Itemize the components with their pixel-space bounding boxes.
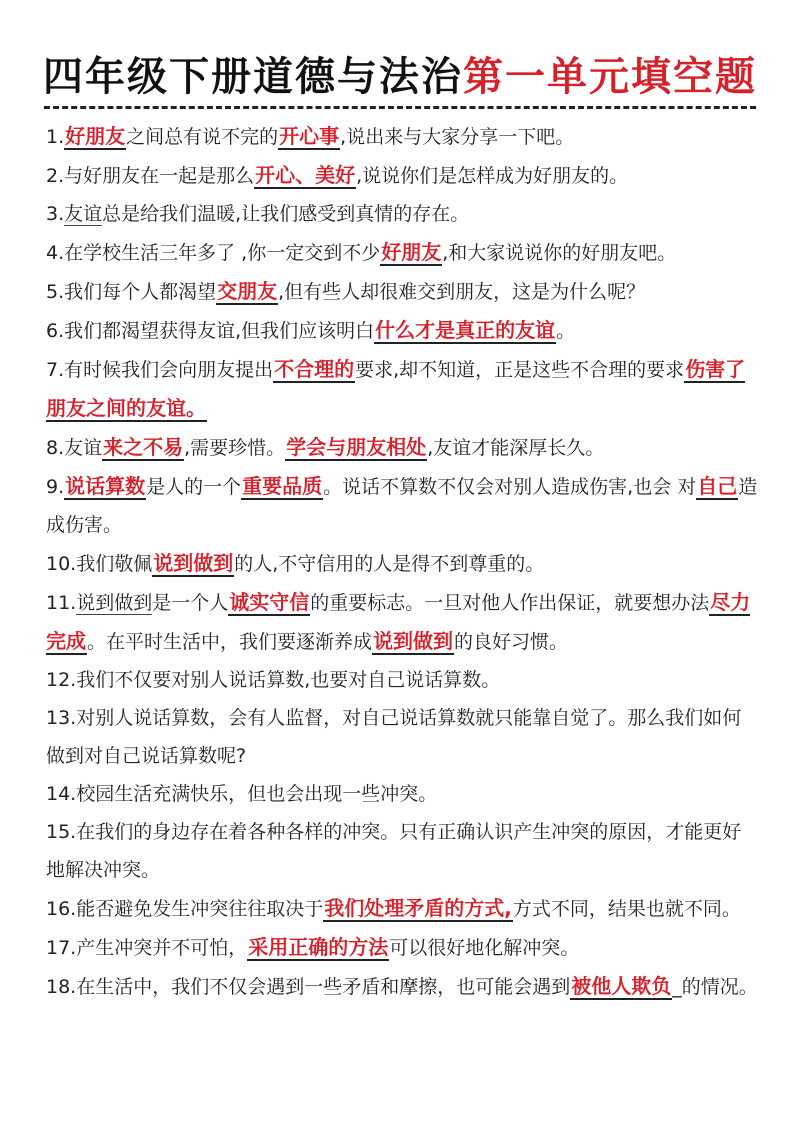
question-item [46,428,758,467]
question-text: ,说说你们是怎样成为好朋友的。 [356,165,629,187]
answer-text: 伤害了朋友之间的友谊。 [46,357,746,420]
question-text: 方式不同，结果也就不同。 [512,898,741,920]
question-text: 总是给我们温暖,让我们感受到真情的存在。 [102,203,470,225]
question-text: 6.我们都渴望获得友谊,但我们应该明白 [46,320,375,342]
question-item [46,775,758,813]
question-text: 5.我们每个人都渴望 [46,281,217,303]
question-text: 。 [556,320,576,342]
question-text: 的良好习惯。 [454,631,569,653]
question-item [46,467,758,544]
underlined-text: 友谊 [64,203,103,225]
title-black-part: 四年级下册道德与法治 [43,54,463,100]
question-text: 要求,却不知道，正是这些不合理的要求 [355,359,685,381]
question-text: 的人,不守信用的人是得不到尊重的。 [234,553,545,575]
answer-text: 好朋友 [65,124,126,148]
question-text: 11. [46,592,77,614]
question-text: 16.能否避免发生冲突往往取决于 [46,898,324,920]
question-text: 是一个人 [152,592,229,614]
question-text: 3. [46,203,65,225]
dashed-divider [44,106,756,109]
question-text: 14.校园生活充满快乐，但也会出现一些冲突。 [46,783,438,805]
question-text: ,友谊才能深厚长久。 [427,437,605,459]
question-item [46,311,758,350]
question-text: 可以很好地化解冲突。 [389,937,580,959]
question-item [46,967,758,1006]
answer-text: 诚实守信 [229,590,310,614]
question-text: 8.友谊 [46,437,103,459]
question-item [46,156,758,195]
question-text: 的重要标志。一旦对他人作出保证，就要想办法 [310,592,710,614]
question-item [46,699,758,775]
answer-text: 采用正确的方法 [248,935,389,959]
question-item [46,350,758,428]
question-text: 。说话不算数不仅会对别人造成伤害,也会 对 [323,476,697,498]
question-item [46,813,758,889]
answer-text: 说话算数 [65,474,146,498]
question-text: 之间总有说不完的 [126,126,279,148]
question-text: 12.我们不仅要对别人说话算数,也要对自己说话算数。 [46,669,501,691]
question-text: ,和大家说说你的好朋友吧。 [442,242,677,264]
question-item [46,928,758,967]
answer-text: 交朋友 [217,279,278,303]
answer-text: 来之不易 [103,435,184,459]
answer-text: 不合理的 [274,357,355,381]
title-red-part: 第一单元填空题 [463,54,757,100]
question-text: ,说出来与大家分享一下吧。 [340,126,575,148]
question-text: ,但有些人却很难交到朋友，这是为什么呢？ [278,281,646,303]
question-item [46,272,758,311]
question-text: 9. [46,476,65,498]
answer-text: 说到做到 [153,551,234,575]
question-item [46,661,758,699]
question-text: 13.对别人说话算数，会有人监督，对自己说话算数就只能靠自觉了。那么我们如何做到对自己说话算数呢? [46,707,742,767]
answer-text: 尽力完成 [46,590,751,653]
answer-text: 学会与朋友相处 [286,435,427,459]
answer-text: 自己 [697,474,738,498]
answer-text: 开心事 [279,124,340,148]
answer-text: 我们处理矛盾的方式, [324,896,512,920]
answer-text: 开心、美好 [255,163,356,187]
question-text: 是人的一个 [146,476,242,498]
question-text: 17.产生冲突并不可怕， [46,937,248,959]
underlined-text: 说到做到 [76,592,153,614]
answer-text: 重要品质 [242,474,323,498]
question-text: 造成伤害。 [46,476,758,536]
question-item [46,117,758,156]
question-text: ,需要珍惜。 [184,437,286,459]
question-text: _的情况。 [672,976,758,998]
question-text: 2.与好朋友在一起是那么 [46,165,255,187]
question-item [46,544,758,583]
question-item [46,233,758,272]
question-text: 4.在学校生活三年多了 ,你一定交到不少 [46,242,381,264]
question-item [46,889,758,928]
question-item [46,195,758,233]
answer-text: 什么才是真正的友谊 [375,318,556,342]
question-text: 15.在我们的身边存在着各种各样的冲突。只有正确认识产生冲突的原因，才能更好地解决冲突。 [46,821,742,881]
answer-text: 好朋友 [381,240,442,264]
question-text: 7.有时候我们会向朋友提出 [46,359,274,381]
question-list [46,117,758,1006]
question-text: 。在平时生活中，我们要逐渐养成 [87,631,373,653]
question-text: 18.在生活中，我们不仅会遇到一些矛盾和摩擦，也可能会遇到 [46,976,571,998]
question-text: 1. [46,126,65,148]
page-title [0,0,800,102]
answer-text: 说到做到 [373,629,454,653]
question-text: 10.我们敬佩 [46,553,153,575]
question-item [46,583,758,661]
answer-text: 被他人欺负 [571,974,672,998]
